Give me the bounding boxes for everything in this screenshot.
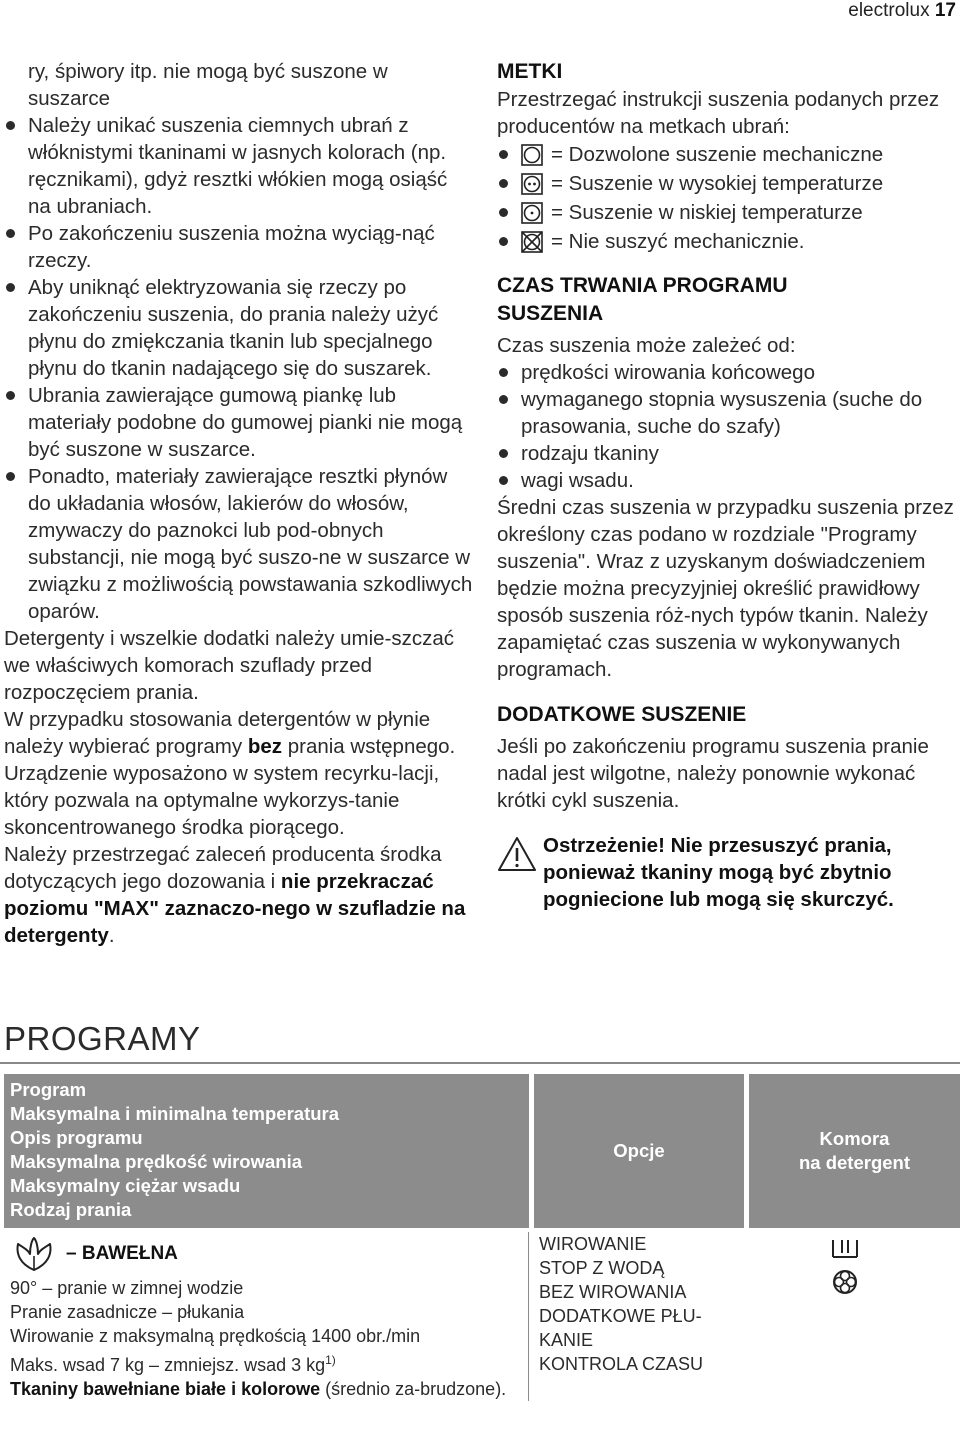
recirculation-paragraph: Urządzenie wyposażono w system recyrku-lacji, który pozwala na optymalne wykorzys-tanie skoncentrowanego środka piorącego. xyxy=(4,762,440,839)
program-fabric-type: Tkaniny bawełniane białe i kolorowe (średnio za-brudzone). xyxy=(10,1379,507,1399)
option-item: STOP Z WODĄ xyxy=(539,1258,665,1278)
tumble-dry-icon xyxy=(521,144,543,166)
dodatkowe-body: Jeśli po zakończeniu programu suszenia pranie nadal jest wilgotne, należy ponownie wykonać krótki cykl suszenia. xyxy=(497,735,929,812)
section-title-dodatkowe: DODATKOWE SUSZENIE xyxy=(497,703,747,726)
list-item: Należy unikać suszenia ciemnych ubrań z włóknistymi tkaninami w jasnych kolorach (np. ręcznikami), gdyż resztki włókien mogą osiąść na ubraniach. xyxy=(4,112,474,220)
program-load: Maks. wsad 7 kg – zmniejsz. wsad 3 $kg^{1)}$ xyxy=(10,1353,336,1375)
program-name: – BAWEŁNA xyxy=(10,1234,522,1274)
list-item: Ponadto, materiały zawierające resztki płynów do układania włosów, lakierów do włosów, zmywaczy do paznokci lub pod-obnych substancji, nie mogą być suszo-ne w suszarce w związku z możliwością powstawania szkodliwych oparów. xyxy=(4,463,474,625)
list-item: wymaganego stopnia wysuszenia (suche do prasowania, suche do szafy) xyxy=(497,386,957,440)
metki-intro: Przestrzegać instrukcji suszenia podanych przez producentów na metkach ubrań: xyxy=(497,88,940,138)
continued-text: ry, śpiwory itp. nie mogą być suszone w suszarce xyxy=(28,60,388,110)
table-row xyxy=(4,1232,960,1401)
care-label-list xyxy=(497,140,957,256)
czas-intro: Czas suszenia może zależeć od: xyxy=(497,334,796,357)
liquid-detergent-paragraph: W przypadku stosowania detergentów w płynie należy wybierać programy bez prania wstępnego. xyxy=(4,708,456,758)
list-item: Po zakończeniu suszenia można wyciąg-nąć rzeczy. xyxy=(4,220,474,274)
header-options-cell: Opcje xyxy=(534,1074,744,1228)
header-detergent-cell: Komora na detergent xyxy=(749,1074,960,1228)
header-program-cell: Program Maksymalna i minimalna temperatura Opis programu Maksymalna prędkość wirowania Maksymalny ciężar wsadu Rodzaj prania xyxy=(4,1074,529,1228)
list-item: wagi wsadu. xyxy=(497,467,957,494)
czas-body: Średni czas suszenia w przypadku suszenia przez określony czas podano w rozdziale "Programy suszenia". Wraz z uzyskanym doświadczeniem będzie można precyzyjniej określić prawidłowy sposób suszenia róż-nych typów tkanin. Należy zapamiętać czas suszenia w wykonywanych programach. xyxy=(497,496,954,681)
list-item: = Nie suszyć mechanicznie. xyxy=(497,227,957,256)
list-item: Ubrania zawierające gumową piankę lub materiały podobne do gumowej pianki nie mogą być suszone w suszarce. xyxy=(4,382,474,463)
list-item: = Suszenie w niskiej temperaturze xyxy=(497,198,957,227)
list-item: prędkości wirowania końcowego xyxy=(497,359,957,386)
cotton-flower-icon xyxy=(10,1234,58,1274)
warning-triangle-icon xyxy=(497,836,537,872)
safety-bullet-list xyxy=(4,112,474,625)
options-cell xyxy=(529,1232,739,1401)
left-column xyxy=(4,58,474,949)
tumble-dry-high-icon xyxy=(521,173,543,195)
right-column xyxy=(497,58,957,913)
list-item: Aby uniknąć elektryzowania się rzeczy po zakończeniu suszenia, do prania należy użyć płynu do zmiękczania tkanin lub specjalnego płynu do tkanin nadającego się do suszarek. xyxy=(4,274,474,382)
softener-flower-icon xyxy=(831,1268,859,1296)
no-tumble-dry-icon xyxy=(521,231,543,253)
warning-text: Ostrzeżenie! Nie przesuszyć prania, ponieważ tkaniny mogą być zbytnio pogniecione lub mogą się skurczyć. xyxy=(543,834,894,911)
detergent-cell xyxy=(739,1232,950,1401)
option-item: WIROWANIE xyxy=(539,1234,647,1254)
drying-factors-list xyxy=(497,359,957,494)
program-description: Pranie zasadnicze – płukania xyxy=(10,1302,245,1322)
table-header xyxy=(4,1074,960,1228)
list-item: rodzaju tkaniny xyxy=(497,440,957,467)
section-title-metki: METKI xyxy=(497,60,563,83)
list-item: = Dozwolone suszenie mechaniczne xyxy=(497,140,957,169)
tumble-dry-low-icon xyxy=(521,202,543,224)
main-wash-compartment-icon xyxy=(831,1238,859,1260)
divider xyxy=(0,1062,960,1064)
option-item: DODATKOWE PŁU-KANIE xyxy=(539,1306,702,1350)
program-cell xyxy=(4,1232,529,1401)
section-title-programy: PROGRAMY xyxy=(4,1020,201,1057)
brand-name: electrolux xyxy=(848,0,930,21)
page-header xyxy=(848,0,956,22)
program-temperature: 90° – pranie w zimnej wodzie xyxy=(10,1278,244,1298)
dosage-paragraph: Należy przestrzegać zaleceń producenta środka dotyczących jego dozowania i nie przekraczać poziomu "MAX" zaznaczo-nego w szufladzie na detergenty. xyxy=(4,843,466,947)
programs-table xyxy=(4,1074,960,1401)
program-spin: Wirowanie z maksymalną prędkością 1400 obr./min xyxy=(10,1326,421,1346)
option-item: KONTROLA CZASU xyxy=(539,1354,704,1374)
detergent-paragraph: Detergenty i wszelkie dodatki należy umie-szczać we właściwych komorach szuflady przed rozpoczęciem prania. xyxy=(4,627,455,704)
option-item: BEZ WIROWANIA xyxy=(539,1282,687,1302)
list-item: = Suszenie w wysokiej temperaturze xyxy=(497,169,957,198)
warning-box xyxy=(497,832,957,913)
section-title-czas: CZAS TRWANIA PROGRAMU SUSZENIA xyxy=(497,274,788,325)
page-number: 17 xyxy=(934,0,956,21)
